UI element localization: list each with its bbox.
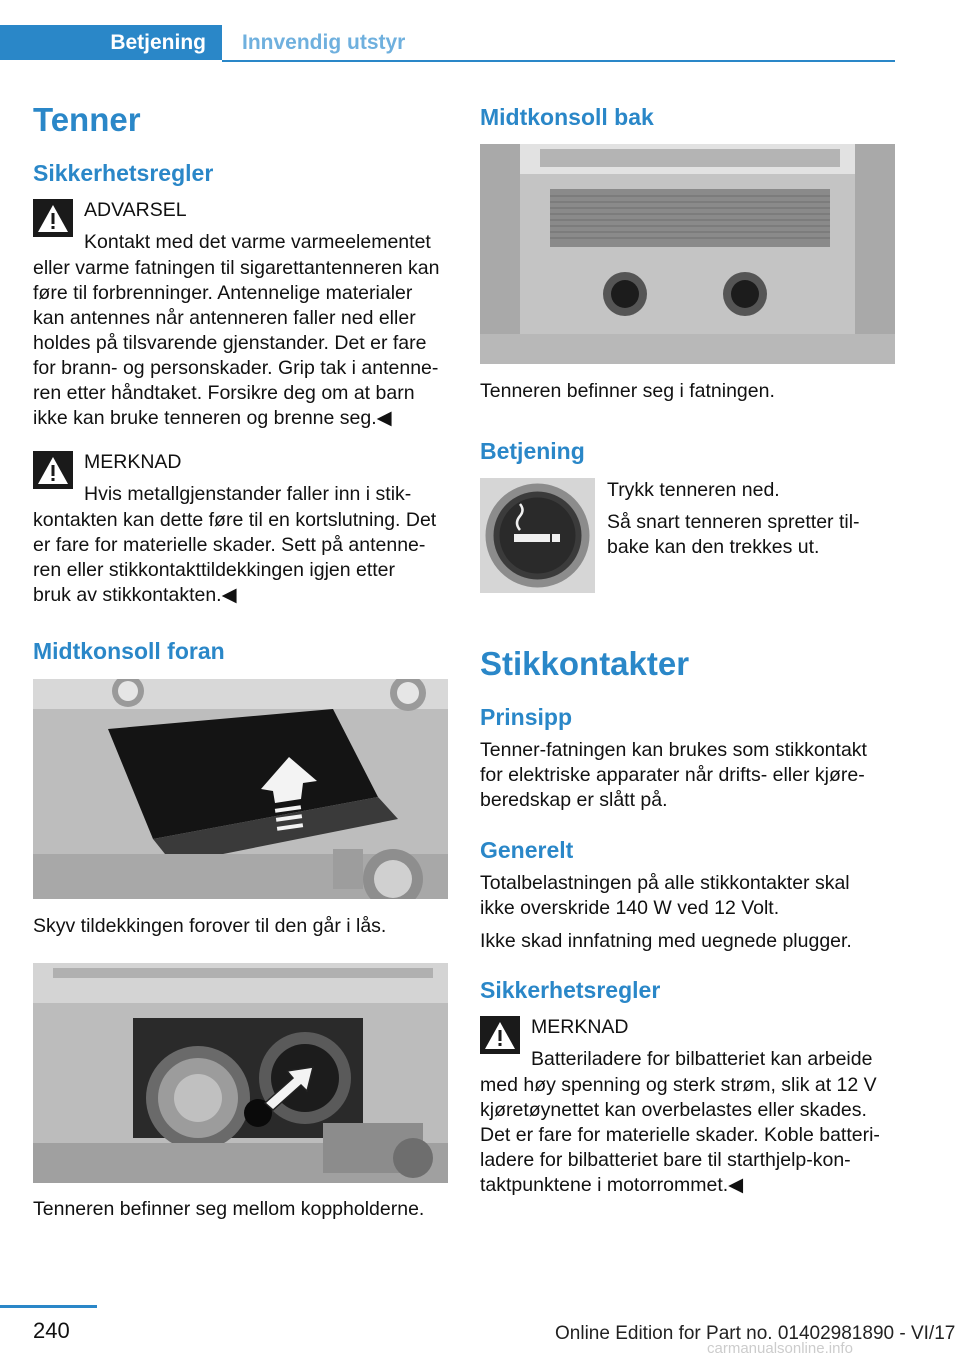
notice-line: ladere for bilbatteriet bare til starthjelp-kon‐ (480, 1149, 851, 1171)
tab-divider (222, 60, 895, 62)
notice-line: ren eller stikkontakttildekkingen igjen etter (33, 559, 396, 581)
notice-line: bruk av stikkontakten.◀ (33, 584, 237, 606)
section-heading-principle: Prinsipp (480, 704, 573, 730)
general-line: ikke overskride 140 W ved 12 Volt. (480, 897, 780, 919)
section-heading-operation: Betjening (480, 438, 585, 464)
notice-line: er fare for materielle skader. Sett på antenne‐ (33, 534, 426, 556)
edition-note: Online Edition for Part no. 01402981890 - VI/17 (555, 1323, 956, 1344)
warning-line: ikke kan bruke tenneren og brenne seg.◀ (33, 407, 392, 429)
warning-line: kan antennes når antenneren faller ned eller (33, 307, 416, 329)
tab-betjening[interactable]: Betjening (0, 25, 222, 60)
caption-cupholder-lighter: Tenneren befinner seg mellom koppholderne. (33, 1198, 425, 1220)
page-title: Tenner (33, 101, 141, 138)
general-line: Ikke skad innfatning med uegnede plugger. (480, 930, 852, 952)
footer-accent-line (0, 1305, 97, 1308)
warning-line: ren etter håndtaket. Forsikre deg om at barn (33, 382, 415, 404)
warning-label: ADVARSEL (84, 199, 187, 221)
section-heading-rear-console: Midtkonsoll bak (480, 104, 654, 130)
warning-line: Kontakt med det varme varmeelementet (84, 231, 431, 253)
notice-line: kontakten kan dette føre til en kortslutning. Det (33, 509, 437, 531)
operation-line: Så snart tenneren spretter til‐ (607, 511, 860, 533)
principle-line: Tenner-fatningen kan brukes som stikkontakt (480, 739, 867, 761)
section-title-sockets: Stikkontakter (480, 645, 690, 682)
caption-front-cover: Skyv tildekkingen forover til den går i lås. (33, 915, 387, 937)
page-number: 240 (33, 1318, 70, 1343)
front-console-cover-photo (33, 679, 448, 899)
notice-line: kjøretøynettet kan overbelastes eller skades. (480, 1099, 867, 1121)
principle-line: beredskap er slått på. (480, 789, 668, 811)
notice-line: taktpunktene i motorrommet.◀ (480, 1174, 744, 1196)
notice-label: MERKNAD (84, 451, 182, 473)
caption-rear-socket: Tenneren befinner seg i fatningen. (480, 380, 775, 402)
principle-line: for elektriske apparater når drifts- eller kjøre‐ (480, 764, 865, 786)
warning-triangle-icon (480, 1016, 520, 1054)
warning-line: eller varme fatningen til sigarettantenneren kan (33, 257, 440, 279)
warning-line: føre til forbrenninger. Antennelige materialer (33, 282, 413, 304)
operation-line: Trykk tenneren ned. (607, 479, 780, 501)
watermark: carmanualsonline.info (707, 1340, 853, 1357)
warning-triangle-icon (33, 199, 73, 237)
notice-line: med høy spenning og sterk strøm, slik at 12 V (480, 1074, 877, 1096)
section-heading-safety-sockets: Sikkerhetsregler (480, 977, 661, 1003)
warning-triangle-icon (33, 451, 73, 489)
section-heading-front-console: Midtkonsoll foran (33, 638, 225, 664)
warning-line: for brann- og personskader. Grip tak i antenne‐ (33, 357, 439, 379)
notice-label: MERKNAD (531, 1016, 629, 1038)
section-heading-safety: Sikkerhetsregler (33, 160, 214, 186)
section-heading-general: Generelt (480, 837, 574, 863)
notice-line: Hvis metallgjenstander faller inn i stik‐ (84, 483, 412, 505)
cupholder-lighter-photo (33, 963, 448, 1183)
lighter-button-photo (480, 478, 595, 593)
tab-innvendig-utstyr[interactable]: Innvendig utstyr (242, 31, 406, 54)
warning-line: holdes på tilsvarende gjenstander. Det er fare (33, 332, 427, 354)
notice-line: Det er fare for materielle skader. Koble batteri‐ (480, 1124, 880, 1146)
rear-console-photo (480, 144, 895, 364)
general-line: Totalbelastningen på alle stikkontakter skal (480, 872, 850, 894)
operation-line: bake kan den trekkes ut. (607, 536, 820, 558)
notice-line: Batteriladere for bilbatteriet kan arbeide (531, 1048, 873, 1070)
